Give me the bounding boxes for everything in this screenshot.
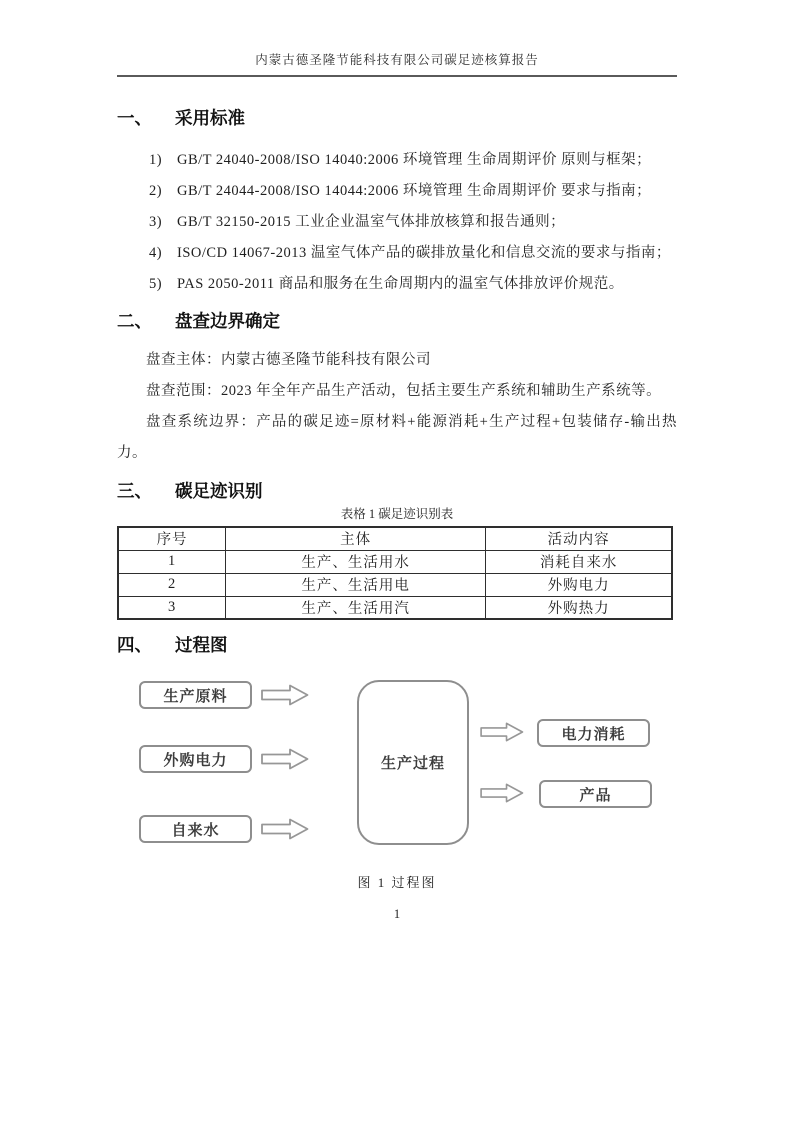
standards-list xyxy=(117,145,677,300)
standard-item-number: 2) xyxy=(149,183,163,199)
standard-item-text: PAS 2050-2011 商品和服务在生命周期内的温室气体排放评价规范。 xyxy=(177,276,624,292)
section-heading-boundary xyxy=(117,308,677,334)
standard-item-text: ISO/CD 14067-2013 温室气体产品的碳排放量化和信息交流的要求与指南； xyxy=(177,245,671,261)
header-title: 内蒙古德圣隆节能科技有限公司碳足迹核算报告 xyxy=(255,53,539,67)
paragraph-inventory-scope: 盘查范围：2023 年全年产品生产活动，包括主要生产系统和辅助生产系统等。 xyxy=(146,383,662,399)
column-header-no: 序号 xyxy=(118,527,226,550)
standard-item xyxy=(117,145,677,176)
column-header-activity: 活动内容 xyxy=(486,527,672,550)
diagram-process-box: 生产过程 xyxy=(357,680,469,845)
diagram-input-purchased-electricity: 外购电力 xyxy=(139,745,252,773)
cell-no: 3 xyxy=(118,596,226,619)
flow-arrow-icon xyxy=(261,748,309,770)
page-number: 1 xyxy=(393,907,401,921)
standard-item-text: GB/T 32150-2015 工业企业温室气体排放核算和报告通则； xyxy=(177,214,566,230)
cell-no: 1 xyxy=(118,550,226,573)
diagram-output-product: 产品 xyxy=(539,780,652,808)
section-number: 一、 xyxy=(117,108,152,128)
cell-activity: 外购热力 xyxy=(486,596,672,619)
standard-item-number: 1) xyxy=(149,152,163,168)
standard-item-number: 5) xyxy=(149,276,163,292)
standard-item xyxy=(117,238,677,269)
section-heading-standards xyxy=(117,105,677,131)
figure-caption: 图 1 过程图 xyxy=(357,875,437,890)
paragraph-inventory-subject: 盘查主体：内蒙古德圣隆节能科技有限公司 xyxy=(146,352,431,368)
section-title: 过程图 xyxy=(175,635,228,655)
standard-item xyxy=(117,269,677,300)
standard-item xyxy=(117,176,677,207)
page-header xyxy=(117,0,677,77)
section-title: 盘查边界确定 xyxy=(175,311,280,331)
section-number: 四、 xyxy=(117,635,152,655)
section-number: 二、 xyxy=(117,311,152,331)
column-header-subject: 主体 xyxy=(226,527,486,550)
cell-subject: 生产、生活用水 xyxy=(226,550,486,573)
paragraph-system-boundary: 盘查系统边界：产品的碳足迹=原材料+能源消耗+生产过程+包装储存-输出热力。 xyxy=(117,414,677,461)
cell-activity: 外购电力 xyxy=(486,573,672,596)
standard-item xyxy=(117,207,677,238)
section-heading-process-diagram xyxy=(117,632,677,658)
process-flow-diagram xyxy=(117,668,677,860)
cell-no: 2 xyxy=(118,573,226,596)
flow-arrow-icon xyxy=(479,783,525,803)
flow-arrow-icon xyxy=(479,722,525,742)
section-number: 三、 xyxy=(117,481,152,501)
standard-item-text: GB/T 24040-2008/ISO 14040:2006 环境管理 生命周期评价 原则与框架； xyxy=(177,152,652,168)
cell-activity: 消耗自来水 xyxy=(486,550,672,573)
diagram-input-raw-materials: 生产原料 xyxy=(139,681,252,709)
diagram-input-tap-water: 自来水 xyxy=(139,815,252,843)
standard-item-number: 4) xyxy=(149,245,163,261)
table-row xyxy=(118,573,672,596)
page-content xyxy=(117,105,677,922)
cell-subject: 生产、生活用汽 xyxy=(226,596,486,619)
flow-arrow-icon xyxy=(261,684,309,706)
table-header-row xyxy=(118,527,672,550)
standard-item-number: 3) xyxy=(149,214,163,230)
flow-arrow-icon xyxy=(261,818,309,840)
footprint-identification-table xyxy=(117,526,673,620)
table-caption: 表格 1 碳足迹识别表 xyxy=(340,507,454,521)
standard-item-text: GB/T 24044-2008/ISO 14044:2006 环境管理 生命周期评价 要求与指南； xyxy=(177,183,652,199)
diagram-output-electricity-consumption: 电力消耗 xyxy=(537,719,650,747)
table-row xyxy=(118,550,672,573)
cell-subject: 生产、生活用电 xyxy=(226,573,486,596)
section-heading-identification xyxy=(117,478,677,504)
section-title: 碳足迹识别 xyxy=(175,481,263,501)
table-row xyxy=(118,596,672,619)
section-title: 采用标准 xyxy=(175,108,245,128)
